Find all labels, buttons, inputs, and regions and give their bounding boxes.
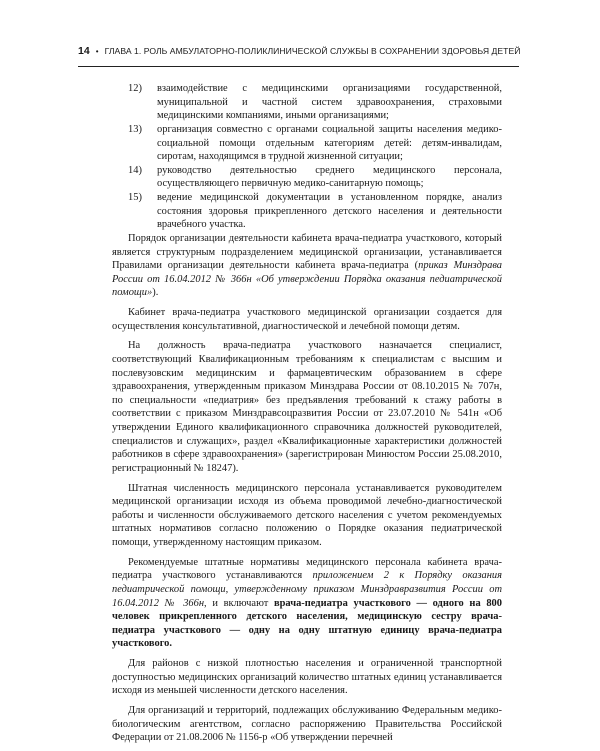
list-text: взаимодействие с медицинскими организациями государственной, муниципальной и частной систем здравоохранения, страховыми медицинскими компаниями, иными организациями; [157, 83, 502, 122]
running-header [78, 40, 521, 62]
list-text: организация совместно с органами социальной защиты населения медико-социальной помощи отдельным категориям детей: детям-инвалидам, сиротам, находящимся в трудной жизненной ситуации; [157, 123, 502, 163]
list-text: руководство деятельностью среднего медицинского персонала, осуществляющего первичную медико-санитарную помощь; [157, 164, 502, 190]
header-bullet: • [95, 46, 99, 56]
paragraph [112, 232, 502, 300]
list-item [128, 191, 502, 232]
order-reference: приказ Минздрава России от 16.04.2012 № 366н «Об утверждении Порядка оказания педиатрической помощи» [112, 260, 503, 299]
paragraph-text: ). [152, 287, 159, 299]
paragraph-text: , и включают [204, 597, 274, 609]
list-item [128, 82, 502, 123]
page-number: 14 [78, 45, 90, 57]
list-item [128, 123, 502, 164]
list-number: 14) [128, 164, 142, 176]
paragraph: Для организаций и территорий, подлежащих обслуживанию Федеральным медико-биологическим агентством, согласно распоряжению Правительства Российской Федерации от 21.08.2006 № 1156-р «Об утверждении перечней [112, 704, 502, 744]
paragraph-text: Рекомендуемые штатные нормативы медицинского персонала кабинета врача-педиатра участкового устанавливаются [112, 556, 502, 582]
list-number: 15) [128, 192, 142, 203]
header-rule [78, 66, 519, 67]
paragraph: Для районов с низкой плотностью населения и ограниченной транспортной доступностью медицинских организаций количество штатных единиц устанавливается исходя из меньшей численности детского населения. [112, 658, 502, 697]
list-number: 13) [128, 123, 142, 135]
list-item [128, 164, 502, 191]
chapter-title: ГЛАВА 1. РОЛЬ АМБУЛАТОРНО-ПОЛИКЛИНИЧЕСКОЙ СЛУЖБЫ В СОХРАНЕНИИ ЗДОРОВЬЯ ДЕТЕЙ [104, 46, 521, 56]
list-text: ведение медицинской документации в установленном порядке, анализ состояния здоровья прикрепленного детского населения и деятельности врачебного участка. [157, 192, 502, 231]
order-reference: приложением 2 к Порядку оказания педиатрической помощи, утвержденному приказом Минздравразвития России от 16.04.2012 № 366н [112, 570, 502, 609]
paragraph: Штатная численность медицинского персонала устанавливается руководителем медицинской организации исходя из объема проводимой лечебно-диагностической работы и численности обслуживаемого детского населения с учетом рекомендуемых штатных нормативов согласно положению о Порядке оказания педиатрической помощи, утвержденному настоящим приказом. [112, 482, 502, 548]
paragraph: На должность врача-педиатра участкового назначается специалист, соответствующий Квалификационным требованиям к специалистам с высшим и послевузовским медицинским и фармацевтическим образованием в сфере здравоохранения, утвержденным приказом Минздрава России от 08.10.2015 № 707н, по специальности «педиатрия» без предъявления требований к стажу работы в соответствии с приказом Минздравсоцразвития России от 23.07.2010 № 541н «Об утверждении Единого квалификационного справочника должностей руководителей, специалистов и служащих», раздел «Квалификационные характеристики должностей работников в сфере здравоохранения» (зарегистрирован Минюстом России 25.08.2010, регистрационный № 18247). [112, 340, 502, 474]
paragraph [112, 556, 502, 651]
paragraph: Кабинет врача-педиатра участкового медицинской организации создается для осуществления консультативной, диагностической и лечебной помощи детям. [112, 307, 502, 332]
staffing-norm: врача-педиатра участкового — одного на 800 человек прикрепленного детского населения, медицинскую сестру врача-педиатра участкового — одну на одну штатную единицу врача-педиатра участкового. [112, 597, 502, 650]
page-body [112, 82, 502, 751]
list-number: 12) [128, 83, 142, 94]
paragraph-text: Порядок организации деятельности кабинета врача-педиатра участкового, который является структурным подразделением медицинской организации, устанавливается Правилами организации деятельности кабинета врача-педиатра ( [112, 232, 502, 272]
